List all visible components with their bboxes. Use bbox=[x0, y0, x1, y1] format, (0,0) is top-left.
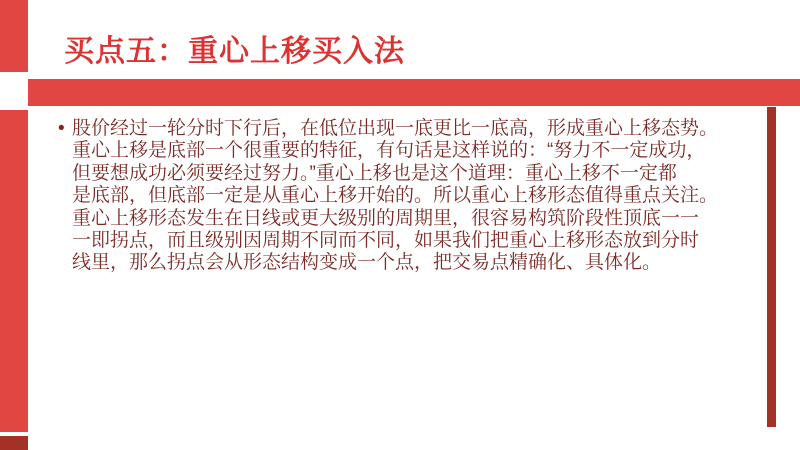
right-accent-bar bbox=[767, 107, 776, 427]
header-divider-band bbox=[28, 79, 800, 106]
bottom-left-accent-block bbox=[0, 436, 28, 450]
left-accent-column bbox=[0, 110, 28, 432]
top-left-accent-block bbox=[0, 0, 28, 72]
body-text-line: 线里，那么拐点会从形态结构变成一个点，把交易点精确化、具体化。 bbox=[72, 252, 662, 274]
slide-title: 买点五：重心上移买入法 bbox=[64, 35, 405, 68]
body-text-line: 股价经过一轮分时下行后，在低位出现一底更比一底高，形成重心上移态势。 bbox=[72, 118, 719, 139]
body-text-line: 但要想成功必须要经过努力。”重心上移也是这个道理：重心上移不一定都 bbox=[72, 162, 677, 184]
body-text-line: 是底部，但底部一定是从重心上移开始的。所以重心上移形态值得重点关注。 bbox=[72, 185, 719, 207]
body-text-line: 一即拐点，而且级别因周期不同而不同，如果我们把重心上移形态放到分时 bbox=[72, 230, 700, 252]
body-text-line: 重心上移形态发生在日线或更大级别的周期里，很容易构筑阶段性顶底一一 bbox=[72, 207, 700, 229]
body-text-line: 重心上移是底部一个很重要的特征，有句话是这样说的：“努力不一定成功， bbox=[72, 140, 706, 162]
bullet-marker: • bbox=[58, 118, 65, 139]
body-paragraph bbox=[72, 118, 762, 275]
